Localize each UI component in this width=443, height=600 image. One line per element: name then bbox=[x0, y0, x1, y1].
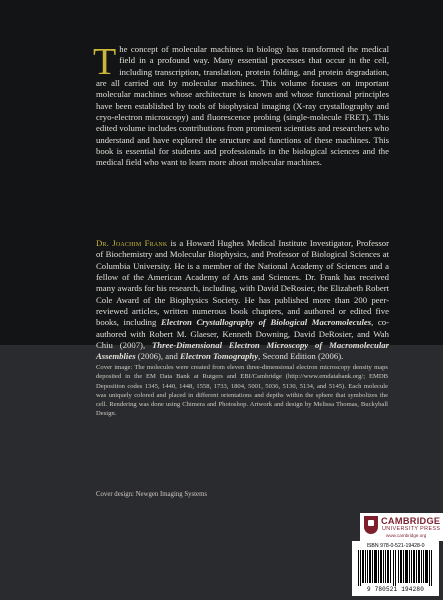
author-text-1: is a Howard Hughes Medical Institute Investigator, Professor of Biochemistry and Molecular Biophysics, and Professor of Biological Sciences at Columbia University. He is a member of the National Academy of Sciences and a fellow of the American Academy of Arts and Sciences. Dr. Frank has received many awards for his research, including, with David DeRosier, the Elizabeth Robert Cole Award of the Biophysics Society. He has published more than 200 peer-reviewed articles, written numerous book chapters, and authored or edited five books, including bbox=[96, 238, 389, 328]
author-text-3: (2006), and bbox=[135, 351, 180, 362]
publisher-subname: UNIVERSITY PRESS bbox=[382, 526, 441, 532]
book-title-1: Electron Crystallography of Biological Macromolecules bbox=[161, 317, 372, 328]
publisher-url: www.cambridge.org bbox=[386, 533, 427, 538]
drop-cap: T bbox=[93, 41, 117, 83]
cover-design-credit: Cover design: Newgen Imaging Systems bbox=[96, 491, 208, 498]
barcode-icon bbox=[358, 550, 434, 586]
isbn-label: ISBN 978-0-521-19428-0 bbox=[366, 543, 425, 549]
book-title-2: Three-Dimensional Electron Microscopy of Macromolecular Assemblies bbox=[96, 340, 389, 362]
book-description bbox=[93, 41, 389, 169]
book-title-3: Electron Tomography bbox=[179, 351, 259, 362]
isbn-barcode bbox=[352, 541, 439, 596]
barcode-digits: 9 780521 194280 bbox=[366, 586, 424, 593]
publisher-name: CAMBRIDGE bbox=[381, 516, 441, 526]
author-text-2: , co-authored with Robert M. Glaeser, Kenneth Downing, David DeRosier, and Wah Chiu (2007), bbox=[96, 317, 389, 351]
author-text-4: , Second Edition (2006). bbox=[258, 351, 344, 362]
description-text: he concept of molecular machines in biology has transformed the medical field in a profound way. Many essential processes that occur in the cell, including transcription, translation, protein folding, and protein degradation, are all carried out by molecular machines. This volume focuses on important molecular machines whose architecture is known and whose functional principles have been established by tools of biophysical imaging (X-ray crystallography and cryo-electron microscopy) and fluorescence probing (single-molecule FRET). This edited volume includes contributions from prominent scientists and researchers who understand and have explored the structure and functions of these machines. This book is essential for students and professionals in the biological sciences and the medical field who want to learn more about molecular machines. bbox=[96, 44, 389, 168]
shield-icon bbox=[364, 516, 378, 534]
cover-image-credit: Cover image: The molecules were created from eleven three-dimensional electron microscopy density maps deposited in the EM Data Bank at Rutgers and EBI/Cambridge (http://www.emdatabank.org/; EMDB Deposition codes 1345, 1440, 1448, 1558, 1733, 1804, 5001, 5036, 5130, 5134, and 5145). Each molecule was uniquely colored and placed in different orientations and depths within the sphere that symbolizes the cell. Rendering was done using Chimera and Photoshop. Artwork and design by Melissa Thomas, Buckyball Design. bbox=[96, 364, 388, 418]
author-name: Dr. Joachim Frank bbox=[96, 238, 168, 248]
publisher-logo bbox=[360, 513, 443, 541]
author-bio bbox=[96, 238, 389, 363]
